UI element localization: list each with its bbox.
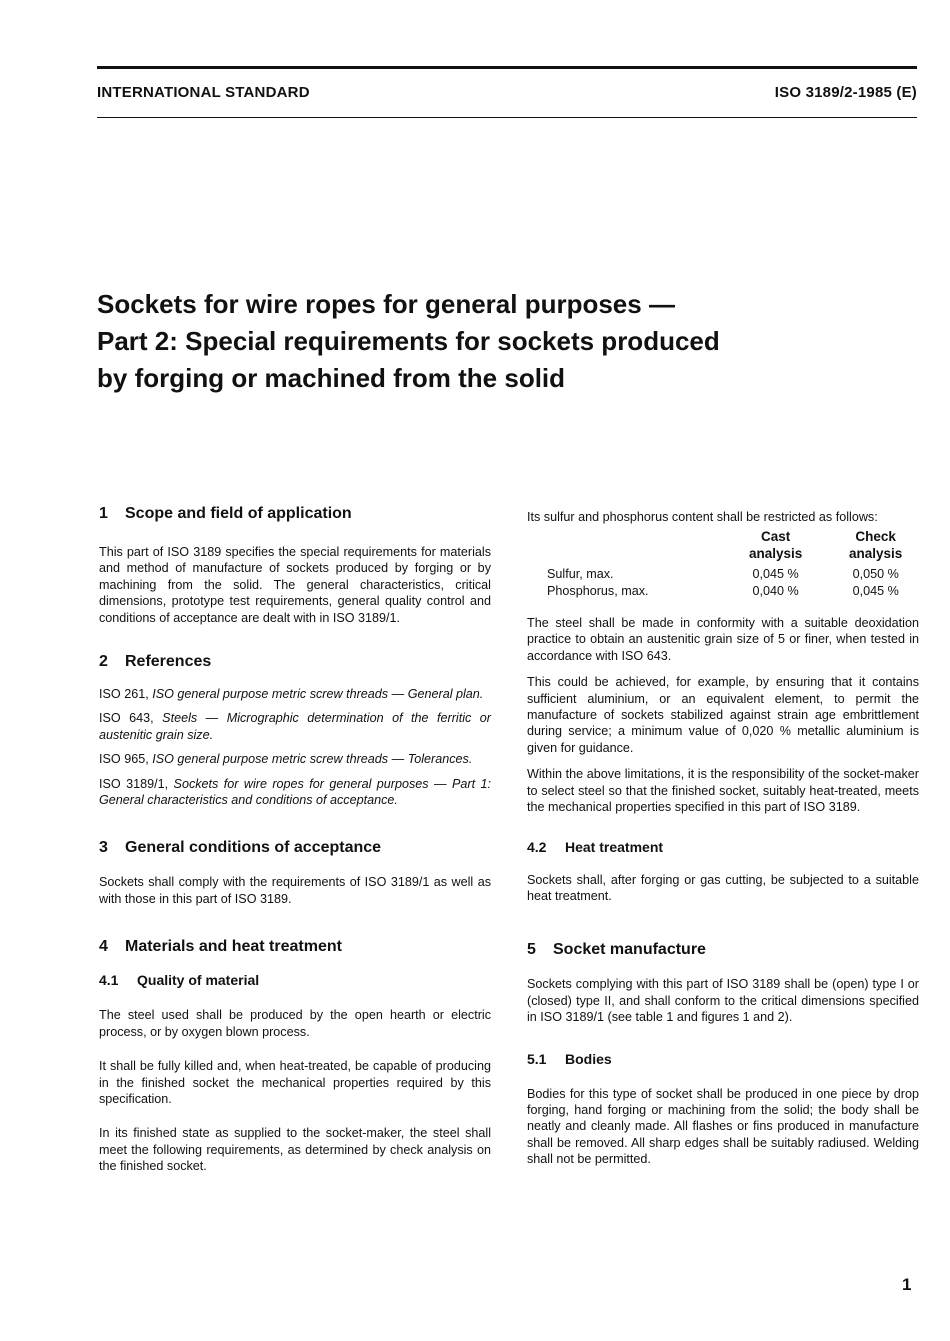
table-row [547, 562, 919, 582]
check-analysis-header [832, 529, 919, 562]
header-line: analysis [849, 545, 903, 561]
section-1-heading [99, 504, 491, 524]
subsection-title: Quality of material [137, 972, 260, 989]
cast-analysis-header [730, 529, 820, 562]
header-standard-label: INTERNATIONAL STANDARD [97, 84, 310, 101]
analysis-table-header [547, 529, 919, 562]
reference-code: ISO 261, [99, 687, 149, 702]
reference-code: ISO 3189/1, [99, 776, 169, 791]
reference-iso-261 [99, 686, 491, 702]
reference-title: Sockets for wire ropes for general purposes — Part 1: General characteristics and conditions of acceptance. [99, 776, 492, 808]
section-5-text: Sockets complying with this part of ISO 3189 shall be (open) type I or (closed) type II, and shall conform to the critical dimensions specified in ISO 3189/1 (see table 1 and figures 1 and 2). [527, 977, 919, 1025]
subsection-number: 4.2 [527, 838, 547, 855]
header-top-rule [97, 66, 917, 69]
table-row [547, 583, 919, 599]
section-5-1-heading [527, 1050, 919, 1068]
section-number: 5 [527, 941, 536, 959]
header-standard-number: ISO 3189/2-1985 (E) [774, 84, 917, 101]
section-4-2-text: Sockets shall, after forging or gas cutting, be subjected to a suitable heat treatment. [527, 872, 919, 903]
section-title: Scope and field of application [125, 505, 352, 522]
header-bottom-rule [97, 117, 917, 118]
subsection-title: Bodies [565, 1050, 612, 1067]
section-4-1-para-1: The steel used shall be produced by the open hearth or electric process, or by oxygen blown process. [99, 1008, 491, 1039]
reference-code: ISO 643, [99, 711, 154, 726]
section-1-text: This part of ISO 3189 specifies the special requirements for materials and method of manufacture of sockets produced by forging or by machining from the solid. The general characteristics, critical dimensions, prototype test requirements, general quality control and conditions of acceptance are dealt with in ISO 3189/1. [99, 545, 491, 625]
cast-value: 0,040 % [752, 583, 799, 598]
reference-title: Steels — Micrographic determination of the ferritic or austenitic grain size. [99, 711, 491, 742]
section-number: 3 [99, 839, 108, 857]
section-4-1-para-2: It shall be fully killed and, when heat-treated, be capable of producing in the finished socket the mechanical properties required by this specification. [99, 1059, 491, 1106]
right-column [527, 509, 919, 1168]
left-column [99, 500, 491, 1175]
section-number: 2 [99, 653, 108, 671]
section-title: Socket manufacture [553, 941, 706, 959]
reference-title: ISO general purpose metric screw threads — General plan. [152, 687, 484, 702]
reference-iso-965 [99, 751, 491, 767]
row-label: Sulfur, max. [547, 567, 614, 582]
content-restriction-intro: Its sulfur and phosphorus content shall be restricted as follows: [527, 510, 878, 524]
subsection-number: 5.1 [527, 1050, 547, 1067]
row-label: Phosphorus, max. [547, 583, 649, 598]
reference-code: ISO 965, [99, 752, 149, 767]
section-number: 4 [99, 938, 108, 956]
section-2-heading [99, 652, 491, 672]
aluminium-paragraph: This could be achieved, for example, by ensuring that it contains sufficient aluminium, or an equivalent element, to permit the manufacture of sockets stabilized against strain age embrittlement during service; a minimum value of 0,020 % metallic aluminium is given for guidance. [527, 675, 919, 755]
section-4-2-heading [527, 838, 919, 856]
deoxidation-paragraph: The steel shall be made in conformity with a suitable deoxidation practice to obtain an austenitic grain size of 5 or finer, when tested in accordance with ISO 643. [527, 616, 919, 663]
page-number: 1 [902, 1275, 912, 1294]
check-value: 0,045 % [852, 583, 899, 598]
subsection-title: Heat treatment [565, 838, 664, 855]
title-line-1: Sockets for wire ropes for general purposes — [97, 289, 675, 319]
title-line-3: by forging or machined from the solid [97, 363, 566, 393]
section-4-1-heading [99, 971, 491, 989]
section-5-heading [527, 940, 919, 960]
section-4-heading [99, 937, 491, 957]
section-3-heading [99, 838, 491, 858]
reference-title: ISO general purpose metric screw threads — Tolerances. [152, 752, 473, 767]
header-line: Cast [760, 529, 791, 545]
analysis-table [547, 529, 919, 599]
reference-iso-3189-1 [99, 776, 491, 809]
section-3-text: Sockets shall comply with the requirements of ISO 3189/1 as well as with those in this part of ISO 3189. [99, 875, 491, 906]
title-line-2: Part 2: Special requirements for sockets produced [97, 326, 720, 356]
subsection-number: 4.1 [99, 972, 119, 989]
header-line: analysis [748, 545, 803, 561]
cast-value: 0,045 % [752, 567, 799, 582]
document-title [97, 286, 897, 397]
section-title: References [125, 653, 212, 671]
responsibility-paragraph: Within the above limitations, it is the responsibility of the socket-maker to select steel so that the finished socket, suitably heat-treated, meets the mechanical properties specified in this part of ISO 3189. [527, 767, 919, 815]
reference-iso-643 [99, 710, 491, 743]
section-number: 1 [99, 505, 108, 522]
header-line: Check [855, 529, 896, 545]
section-title: General conditions of acceptance [125, 839, 382, 857]
check-value: 0,050 % [852, 567, 899, 582]
section-4-1-para-3: In its finished state as supplied to the socket-maker, the steel shall meet the following requirements, as determined by check analysis on the finished socket. [99, 1126, 491, 1174]
section-title: Materials and heat treatment [125, 938, 342, 956]
section-5-1-text: Bodies for this type of socket shall be produced in one piece by drop forging, hand forging or machining from the solid; the body shall be neatly and cleanly made. All flashes or fins produced in manufacture shall be removed. All sharp edges shall be suitably radiused. Welding shall not be permitted. [527, 1086, 919, 1167]
